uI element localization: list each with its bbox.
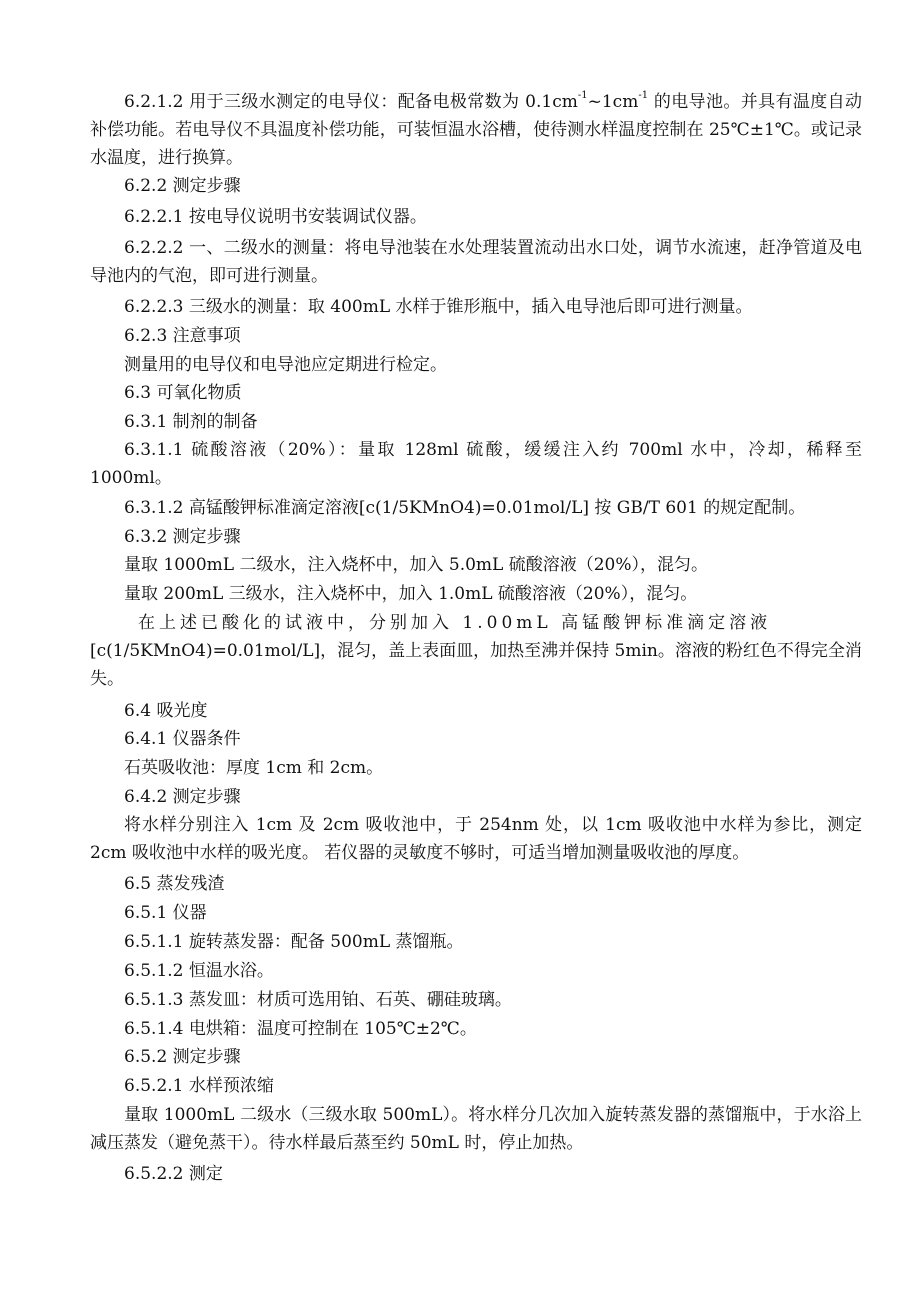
heading-6-5-1: 6.5.1 仪器: [124, 903, 207, 923]
heading-6-3-1: 6.3.1 制剂的制备: [124, 412, 258, 432]
paragraph-6-2-2-2: 6.2.2.2 一、二级水的测量：将电导池装在水处理装置流动出水口处，调节水流速，赶净管道及电导池内的气泡，即可进行测量。: [90, 238, 862, 286]
heading-6-5-2: 6.5.2 测定步骤: [124, 1047, 241, 1067]
heading-6-4: 6.4 吸光度: [124, 701, 208, 721]
paragraph-6-2-1-2: [90, 88, 862, 172]
paragraph-step-3-rest: [c(1/5KMnO4)=0.01mol/L]，混匀，盖上表面皿，加热至沸并保持 5min。溶液的粉红色不得完全消失。: [90, 641, 862, 689]
heading-6-2-2: 6.2.2 测定步骤: [124, 176, 241, 196]
heading-6-4-2: 6.4.2 测定步骤: [124, 787, 241, 807]
text-segment: 的电导池。并具有温度自动补偿功能。若电导仪不具温度补偿功能，可装恒温水浴槽，使待测水样温度控制在 25℃±1℃。或记录水温度，进行换算。: [90, 92, 862, 168]
paragraph-step-2: 量取 200mL 三级水，注入烧杯中，加入 1.0mL 硫酸溶液（20%），混匀。: [124, 584, 698, 604]
paragraph-6-5-1-2: 6.5.1.2 恒温水浴。: [124, 961, 274, 981]
paragraph-cuvette: 石英吸收池：厚度 1cm 和 2cm。: [124, 758, 384, 778]
paragraph-6-3-1-1: 6.3.1.1 硫酸溶液（20%）：量取 128ml 硫酸，缓缓注入约 700ml 水中，冷却，稀释至 1000ml。: [90, 440, 862, 488]
paragraph-6-3-1-2: 6.3.1.2 高锰酸钾标准滴定溶液[c(1/5KMnO4)=0.01mol/L] 按 GB/T 601 的规定配制。: [124, 498, 806, 518]
heading-6-5: 6.5 蒸发残渣: [124, 874, 225, 894]
heading-6-4-1: 6.4.1 仪器条件: [124, 729, 241, 749]
superscript: -1: [638, 90, 649, 102]
paragraph-note: 测量用的电导仪和电导池应定期进行检定。: [124, 355, 447, 375]
paragraph-preconcentration: 量取 1000mL 二级水（三级水取 500mL）。将水样分几次加入旋转蒸发器的蒸馏瓶中，于水浴上减压蒸发（避免蒸干）。待水样最后蒸至约 50mL 时，停止加热。: [90, 1105, 862, 1153]
heading-6-2-3: 6.2.3 注意事项: [124, 326, 241, 346]
heading-6-5-2-1: 6.5.2.1 水样预浓缩: [124, 1076, 274, 1096]
paragraph-6-5-1-1: 6.5.1.1 旋转蒸发器：配备 500mL 蒸馏瓶。: [124, 932, 464, 952]
paragraph-absorbance: 将水样分别注入 1cm 及 2cm 吸收池中，于 254nm 处，以 1cm 吸收池中水样为参比，测定 2cm 吸收池中水样的吸光度。 若仪器的灵敏度不够时，可适当增加测量吸收池的厚度。: [90, 815, 862, 863]
superscript: -1: [577, 90, 588, 102]
text-segment: 6.2.1.2 用于三级水测定的电导仪：配备电极常数为 0.1cm: [124, 92, 578, 112]
paragraph-6-5-1-3: 6.5.1.3 蒸发皿：材质可选用铂、石英、硼硅玻璃。: [124, 990, 512, 1010]
heading-6-3: 6.3 可氧化物质: [124, 383, 242, 403]
paragraph-6-2-2-1: 6.2.2.1 按电导仪说明书安装调试仪器。: [124, 207, 427, 227]
heading-6-3-2: 6.3.2 测定步骤: [124, 527, 241, 547]
paragraph-6-2-2-3: 6.2.2.3 三级水的测量：取 400mL 水样于锥形瓶中，插入电导池后即可进行测量。: [124, 297, 753, 317]
paragraph-6-5-1-4: 6.5.1.4 电烘箱：温度可控制在 105℃±2℃。: [124, 1019, 477, 1039]
paragraph-step-3-line1: 在上述已酸化的试液中，分别加入 1.00mL 高锰酸钾标准滴定溶液: [138, 613, 772, 633]
paragraph-step-1: 量取 1000mL 二级水，注入烧杯中，加入 5.0mL 硫酸溶液（20%），混匀。: [124, 555, 709, 575]
text-segment: ~1cm: [587, 92, 639, 112]
heading-6-5-2-2: 6.5.2.2 测定: [124, 1164, 223, 1184]
